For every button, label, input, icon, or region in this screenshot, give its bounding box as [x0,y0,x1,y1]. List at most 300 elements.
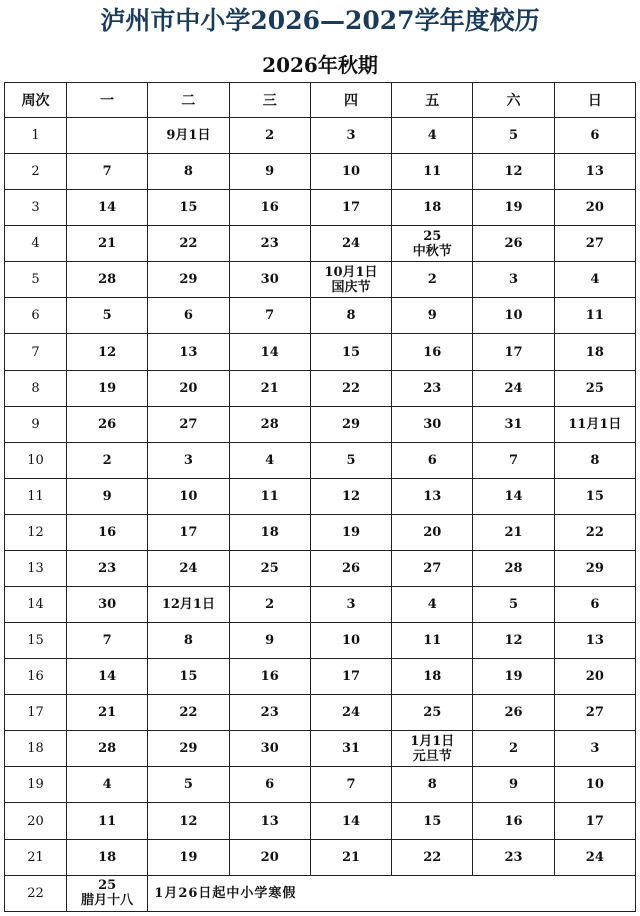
week-number: 18 [5,731,67,767]
week-number: 7 [5,334,67,370]
day-value: 15 [179,669,198,685]
day-value: 13 [179,344,198,360]
day-cell [392,370,473,406]
day-value: 2 [509,741,519,757]
day-value: 7 [102,633,112,649]
day-cell [67,767,148,803]
day-cell [229,587,310,623]
day-value: 20 [260,849,279,865]
day-note: 腊月十八 [81,893,134,909]
day-cell [554,731,635,767]
day-value: 26 [341,560,361,576]
day-cell [229,442,310,478]
day-cell [67,695,148,731]
day-cell [229,839,310,875]
day-value: 14 [98,200,117,216]
day-value: 27 [585,236,604,252]
week-number: 2 [5,154,67,190]
table-row [5,875,636,911]
day-value: 4 [590,272,600,288]
week-number: 8 [5,370,67,406]
day-value: 25 [585,380,604,396]
day-value: 20 [585,200,604,216]
day-cell [148,695,229,731]
day-value: 15 [585,488,604,504]
day-value: 24 [341,236,361,252]
day-value: 26 [504,236,523,252]
day-cell [554,298,635,334]
day-cell [473,587,554,623]
day-cell [310,298,391,334]
day-cell [67,478,148,514]
table-row [5,514,636,550]
semester-subtitle: 2026年秋期 [262,53,378,77]
day-value: 28 [98,272,117,288]
day-cell [229,118,310,154]
day-cell [310,190,391,226]
header-sat: 六 [473,83,554,118]
day-cell [67,118,148,154]
day-cell [392,118,473,154]
day-cell [310,550,391,586]
day-value: 14 [98,669,117,685]
day-value: 29 [179,741,198,757]
day-value: 22 [179,705,198,721]
day-value: 30 [260,741,279,757]
day-value: 1月1日 [410,733,455,749]
week-number: 21 [5,839,67,875]
day-cell [148,587,229,623]
day-cell [392,226,473,262]
day-value: 17 [504,344,523,360]
day-value: 25 [423,228,442,244]
day-cell [148,767,229,803]
day-cell [229,226,310,262]
day-value: 10 [179,488,198,504]
day-value: 9月1日 [166,128,211,144]
day-cell [310,226,391,262]
week-number: 6 [5,298,67,334]
day-value: 24 [179,560,198,576]
day-cell [554,767,635,803]
day-cell [148,623,229,659]
day-value: 28 [504,560,523,576]
day-value: 12 [98,344,117,360]
day-value: 10月1日 [324,264,378,280]
header-row [5,83,636,118]
day-cell [310,478,391,514]
day-cell [310,118,391,154]
day-cell [148,226,229,262]
day-cell [554,839,635,875]
day-cell [554,659,635,695]
day-cell [554,190,635,226]
day-cell [392,767,473,803]
day-cell [392,442,473,478]
day-value: 17 [179,524,198,540]
day-value: 27 [423,560,442,576]
week-number: 12 [5,514,67,550]
table-row [5,298,636,334]
week-number: 20 [5,803,67,839]
day-value: 14 [260,344,279,360]
day-cell [229,695,310,731]
day-cell [229,803,310,839]
day-cell [473,406,554,442]
day-value: 27 [179,416,198,432]
day-cell [473,623,554,659]
day-cell [554,587,635,623]
day-value: 24 [341,705,361,721]
day-value: 23 [423,380,442,396]
day-value: 9 [509,777,519,793]
day-cell [67,190,148,226]
day-value: 10 [585,777,604,793]
day-value: 5 [183,777,193,793]
day-value: 8 [183,164,193,180]
day-cell [392,623,473,659]
day-cell [473,839,554,875]
table-row [5,262,636,298]
week-number: 5 [5,262,67,298]
week-number: 19 [5,767,67,803]
day-cell [148,190,229,226]
day-value: 5 [346,452,356,468]
day-value: 6 [590,597,600,613]
day-value: 14 [504,488,523,504]
day-cell [310,406,391,442]
day-cell [310,695,391,731]
holiday-label: 中秋节 [412,243,452,259]
day-cell [229,623,310,659]
day-cell [473,442,554,478]
day-value: 16 [260,200,279,216]
week-number: 22 [5,875,67,911]
day-value: 19 [504,669,523,685]
day-value: 15 [179,200,198,216]
day-value: 12 [504,164,523,180]
day-value: 16 [260,669,279,685]
table-row [5,731,636,767]
day-cell [229,370,310,406]
day-value: 11 [423,164,442,180]
day-value: 29 [179,272,198,288]
week-number: 16 [5,659,67,695]
header-week: 周次 [5,83,67,118]
day-value: 5 [509,128,519,144]
table-row [5,623,636,659]
day-cell [310,839,391,875]
table-row [5,587,636,623]
day-cell [310,767,391,803]
header-wed: 三 [229,83,310,118]
table-row [5,406,636,442]
day-cell [310,262,391,298]
holiday-label: 元旦节 [412,748,452,764]
day-cell [310,623,391,659]
day-cell [392,406,473,442]
week-number: 14 [5,587,67,623]
day-cell [473,659,554,695]
day-value: 13 [423,488,442,504]
day-cell [229,731,310,767]
day-cell [67,154,148,190]
day-value: 28 [98,741,117,757]
day-value: 15 [341,344,361,360]
day-value: 26 [98,416,117,432]
day-cell [148,803,229,839]
day-cell [554,442,635,478]
day-cell [67,587,148,623]
day-value: 17 [341,669,361,685]
day-value: 29 [341,416,361,432]
day-cell [473,226,554,262]
day-value: 11 [98,813,117,829]
week-number: 3 [5,190,67,226]
day-cell [67,298,148,334]
day-cell [392,262,473,298]
day-value: 20 [423,524,442,540]
day-cell [554,334,635,370]
day-value: 21 [260,380,279,396]
day-value: 24 [504,380,523,396]
day-value: 2 [427,272,437,288]
day-cell [67,406,148,442]
table-row [5,442,636,478]
day-cell [310,334,391,370]
day-cell [67,514,148,550]
day-cell [229,767,310,803]
day-cell [67,803,148,839]
day-value: 12 [179,813,198,829]
day-cell [310,803,391,839]
day-cell [229,514,310,550]
week-number: 4 [5,226,67,262]
day-cell [310,659,391,695]
day-value: 10 [341,164,361,180]
day-value: 30 [260,272,279,288]
day-cell [554,478,635,514]
day-cell [392,839,473,875]
day-value: 5 [102,308,112,324]
day-cell [473,118,554,154]
day-cell [473,767,554,803]
day-value: 22 [423,849,442,865]
day-value: 3 [183,452,193,468]
calendar-body [5,118,636,912]
day-cell [310,370,391,406]
day-value: 9 [265,633,275,649]
day-cell [310,154,391,190]
day-value: 23 [504,849,523,865]
day-value: 17 [341,200,361,216]
week-number: 9 [5,406,67,442]
day-value: 18 [423,200,442,216]
day-cell [148,478,229,514]
day-value: 21 [98,236,117,252]
day-cell [67,550,148,586]
day-value: 8 [590,452,600,468]
winter-break-note: 1月26日起中小学寒假 [148,875,636,911]
day-cell [67,875,148,911]
day-value: 6 [590,128,600,144]
day-cell [67,623,148,659]
day-value: 18 [423,669,442,685]
week-number: 1 [5,118,67,154]
day-cell [310,587,391,623]
day-cell [67,262,148,298]
week-number: 17 [5,695,67,731]
day-value: 29 [585,560,604,576]
day-value: 12 [341,488,361,504]
day-value: 24 [585,849,604,865]
day-value: 26 [504,705,523,721]
day-cell [392,695,473,731]
day-cell [473,695,554,731]
header-fri: 五 [392,83,473,118]
day-cell [554,118,635,154]
day-value: 13 [260,813,279,829]
day-cell [473,803,554,839]
day-value: 19 [98,380,117,396]
day-value: 14 [341,813,361,829]
day-value: 27 [585,705,604,721]
day-cell [554,695,635,731]
day-cell [148,659,229,695]
day-cell [148,514,229,550]
day-value: 8 [183,633,193,649]
day-cell [473,370,554,406]
day-value: 31 [341,741,361,757]
day-value: 23 [260,236,279,252]
day-value: 18 [585,344,604,360]
table-row [5,118,636,154]
day-value: 17 [585,813,604,829]
day-value: 3 [590,741,600,757]
day-cell [473,154,554,190]
day-value: 21 [341,849,361,865]
day-cell [148,406,229,442]
table-row [5,154,636,190]
day-value: 10 [504,308,523,324]
day-value: 4 [265,452,275,468]
day-value: 22 [179,236,198,252]
day-cell [554,514,635,550]
day-value: 2 [265,128,275,144]
day-value: 30 [423,416,442,432]
table-row [5,695,636,731]
day-value: 21 [98,705,117,721]
day-cell [473,298,554,334]
day-value: 4 [102,777,112,793]
day-cell [310,514,391,550]
day-cell [554,803,635,839]
day-value: 13 [585,164,604,180]
day-value: 21 [504,524,523,540]
day-cell [392,587,473,623]
table-row [5,803,636,839]
table-row [5,550,636,586]
day-cell [392,298,473,334]
day-value: 18 [260,524,279,540]
week-number: 10 [5,442,67,478]
day-value: 16 [504,813,523,829]
day-cell [148,442,229,478]
day-cell [473,731,554,767]
day-cell [473,262,554,298]
day-cell [392,731,473,767]
day-value: 25 [423,705,442,721]
day-value: 25 [98,878,117,894]
day-cell [67,370,148,406]
day-value: 31 [504,416,523,432]
day-value: 11月1日 [568,416,622,432]
day-value: 2 [102,452,112,468]
header-tue: 二 [148,83,229,118]
day-cell [229,478,310,514]
day-value: 3 [509,272,519,288]
day-value: 22 [585,524,604,540]
day-cell [229,190,310,226]
day-cell [473,514,554,550]
day-value: 6 [427,452,437,468]
day-cell [148,731,229,767]
day-value: 8 [346,308,356,324]
day-value: 18 [98,849,117,865]
day-cell [229,659,310,695]
day-cell [554,406,635,442]
day-value: 2 [265,597,275,613]
table-row [5,190,636,226]
day-value: 19 [179,849,198,865]
day-value: 3 [346,597,356,613]
day-cell [229,262,310,298]
day-value: 6 [183,308,193,324]
day-value: 11 [423,633,442,649]
day-cell [229,298,310,334]
day-cell [392,514,473,550]
holiday-label: 国庆节 [331,279,371,295]
day-cell [392,803,473,839]
day-cell [67,731,148,767]
day-value: 22 [341,380,361,396]
day-cell [148,118,229,154]
week-number: 13 [5,550,67,586]
day-value: 9 [102,488,112,504]
day-value: 4 [427,128,437,144]
day-cell [554,550,635,586]
week-number: 11 [5,478,67,514]
day-value: 19 [504,200,523,216]
day-cell [148,550,229,586]
day-cell [392,478,473,514]
day-cell [392,334,473,370]
day-value: 23 [260,705,279,721]
week-number: 15 [5,623,67,659]
day-value: 11 [585,308,604,324]
day-value: 6 [265,777,275,793]
table-row [5,839,636,875]
day-cell [148,839,229,875]
day-cell [229,406,310,442]
day-cell [554,226,635,262]
day-value: 11 [260,488,279,504]
day-cell [310,731,391,767]
header-sun: 日 [554,83,635,118]
day-value: 25 [260,560,279,576]
table-row [5,659,636,695]
day-cell [67,839,148,875]
